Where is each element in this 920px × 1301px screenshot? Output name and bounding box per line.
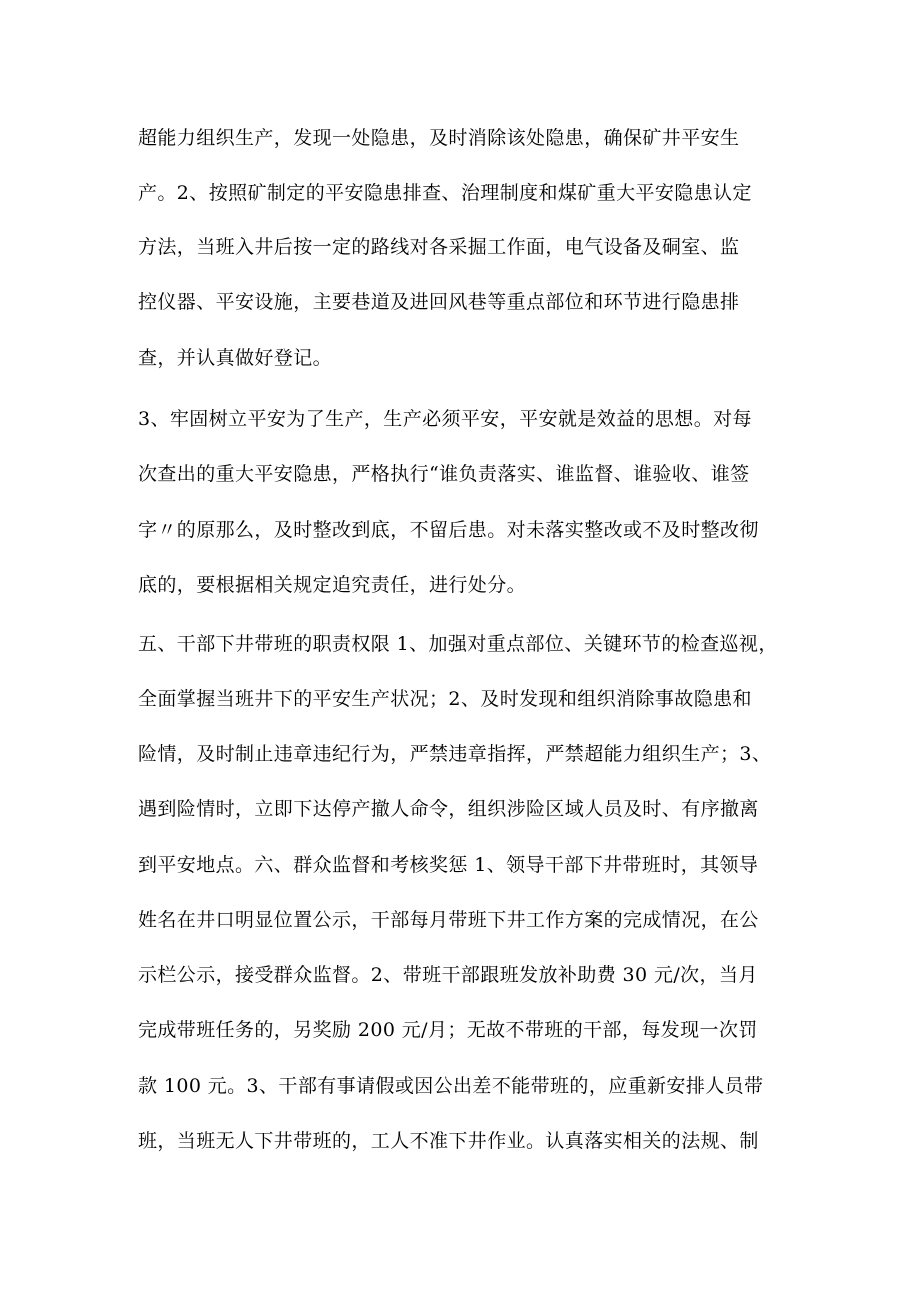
text-line: 遇到险情时，立即下达停产撤人命令，组织涉险区域人员及时、有序撤离 (138, 798, 759, 820)
text-line: 险情，及时制止违章违纪行为，严禁违章指挥，严禁超能力组织生产；3、 (138, 743, 772, 765)
text-line: 全面掌握当班井下的平安生产状况；2、及时发现和组织消除事故隐患和 (138, 688, 752, 710)
text-line: 完成带班任务的，另奖励 200 元/月；无故不带班的干部，每发现一次罚 (138, 1019, 758, 1041)
text-line: 查，并认真做好登记。 (138, 347, 333, 369)
text-line: 示栏公示，接受群众监督。2、带班干部跟班发放补助费 30 元/次，当月 (138, 964, 758, 986)
text-line: 底的，要根据相关规定追究责任，进行处分。 (138, 574, 527, 596)
text-line: 字〃的原那么，及时整改到底，不留后患。对未落实整改或不及时整改彻 (138, 519, 759, 541)
text-line: 次查出的重大平安隐患，严格执行“谁负责落实、谁监督、谁验收、谁签 (138, 463, 750, 485)
text-line: 款 100 元。3、干部有事请假或因公出差不能带班的，应重新安排人员带 (138, 1075, 764, 1097)
text-line: 方法，当班入井后按一定的路线对各采掘工作面，电气设备及硐室、监 (138, 236, 740, 258)
text-line: 姓名在井口明显位置公示，干部每月带班下井工作方案的完成情况，在公 (138, 909, 759, 931)
text-line: 3、牢固树立平安为了生产，生产必须平安，平安就是效益的思想。对每 (138, 408, 752, 430)
text-line: 产。2、按照矿制定的平安隐患排查、治理制度和煤矿重大平安隐患认定 (138, 182, 752, 204)
text-line: 五、干部下井带班的职责权限 1、加强对重点部位、关键环节的检查巡视， (138, 633, 778, 655)
text-line: 控仪器、平安设施，主要巷道及进回风巷等重点部位和环节进行隐患排 (138, 291, 740, 313)
text-line: 班，当班无人下井带班的，工人不准下井作业。认真落实相关的法规、制 (138, 1130, 759, 1152)
text-line: 到平安地点。六、群众监督和考核奖惩 1、领导干部下井带班时，其领导 (138, 854, 759, 876)
text-line: 超能力组织生产，发现一处隐患，及时消除该处隐患，确保矿井平安生 (138, 127, 740, 149)
